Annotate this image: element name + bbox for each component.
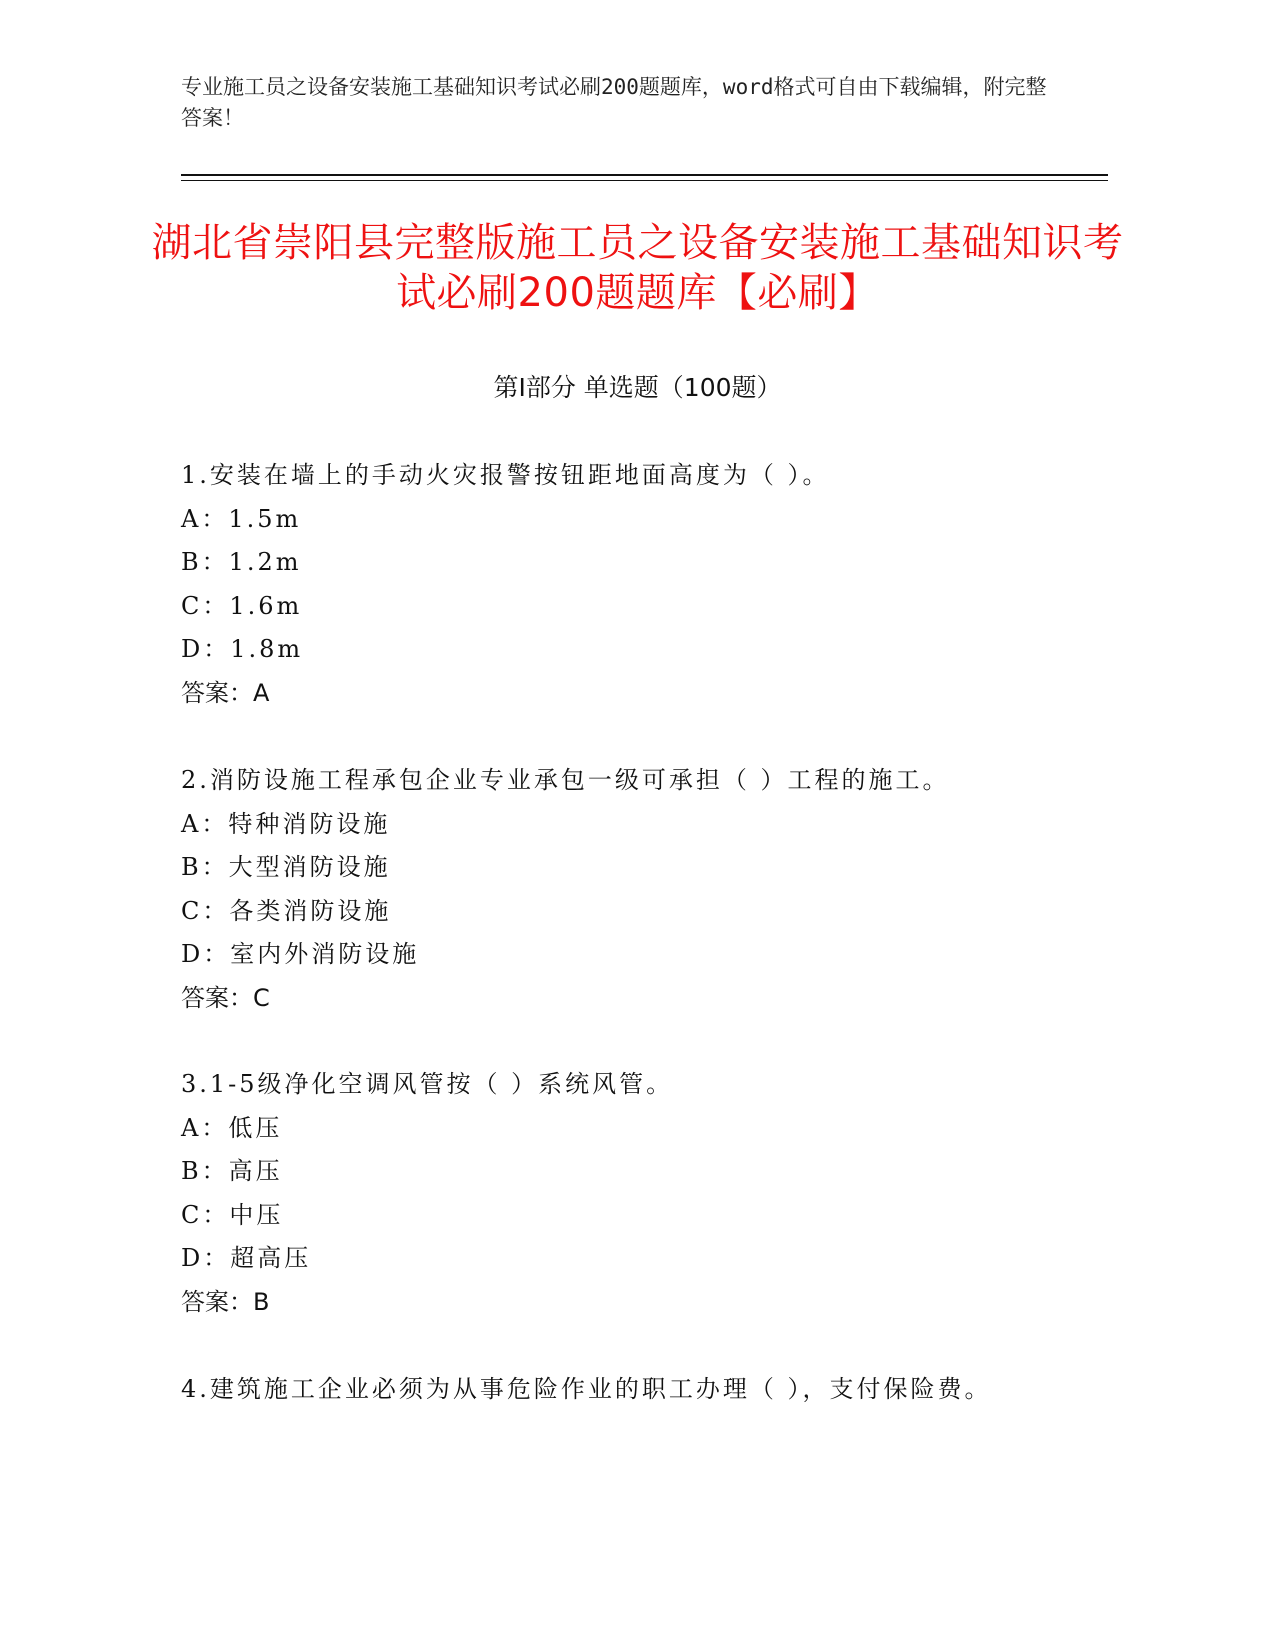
question-stem: 4.建筑施工企业必须为从事危险作业的职工办理（ ），支付保险费。 [181, 1375, 992, 1403]
option-a: A：特种消防设施 [181, 809, 391, 838]
question-block [181, 1063, 1121, 1325]
option-d: D：室内外消防设施 [181, 940, 420, 969]
option-b: B：1.2m [181, 548, 302, 577]
answer-line: 答案：A [181, 678, 270, 707]
question-stem: 3.1-5级净化空调风管按（ ）系统风管。 [181, 1070, 674, 1098]
option-c: C：1.6m [181, 591, 303, 620]
option-b: B：高压 [181, 1157, 283, 1186]
option-a: A：低压 [181, 1113, 283, 1142]
header-divider-thin [181, 180, 1108, 181]
question-block [181, 454, 1121, 716]
question-stem: 2.消防设施工程承包企业专业承包一级可承担（ ）工程的施工。 [181, 766, 950, 794]
option-d: D：超高压 [181, 1244, 312, 1273]
header-divider-thick [181, 174, 1108, 176]
section-heading: 第Ⅰ部分 单选题（100题） [493, 373, 782, 402]
option-c: C：各类消防设施 [181, 896, 392, 925]
option-b: B：大型消防设施 [181, 853, 391, 882]
header-note: 专业施工员之设备安装施工基础知识考试必刷200题题库，word格式可自由下载编辑，附完整答案！ [181, 75, 1047, 130]
option-c: C：中压 [181, 1200, 284, 1229]
question-stem: 1.安装在墙上的手动火灾报警按钮距地面高度为（ ）。 [181, 461, 830, 489]
question-block [181, 1368, 1121, 1412]
document-title: 湖北省崇阳县完整版施工员之设备安装施工基础知识考试必刷200题题库【必刷】 [151, 220, 1124, 316]
option-d: D：1.8m [181, 635, 304, 664]
option-a: A：1.5m [181, 504, 302, 533]
answer-line: 答案：B [181, 1287, 270, 1316]
question-block [181, 759, 1121, 1021]
answer-line: 答案：C [181, 983, 270, 1012]
